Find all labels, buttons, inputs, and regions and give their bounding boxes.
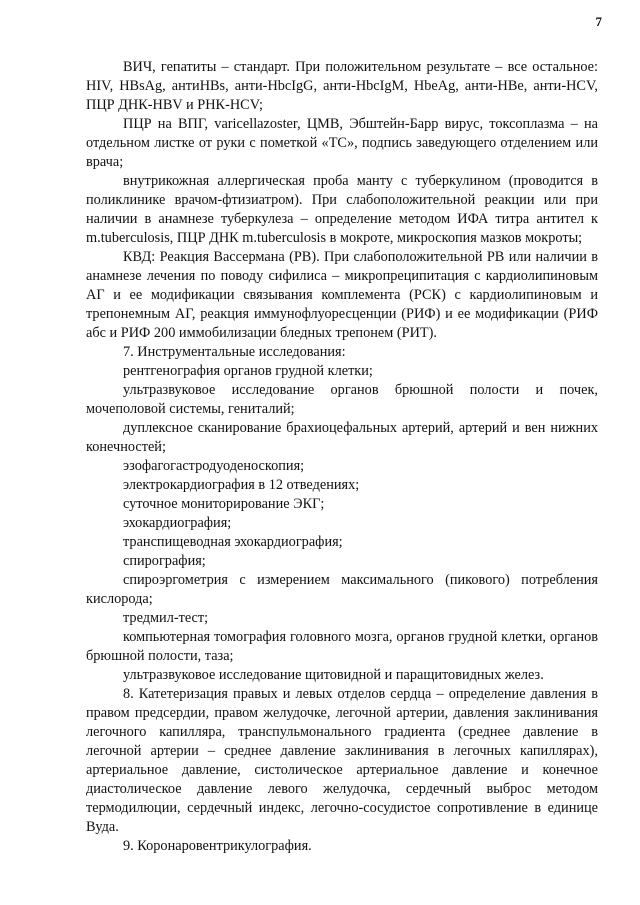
list-item: спирография; (123, 553, 206, 569)
list-item: эхокардиография; (123, 515, 232, 531)
section-coronary-ventriculography: 9. Коронаровентрикулография. (123, 838, 312, 854)
section-catheterization: 8. Катетеризация правых и левых отделов сердца – определение давления в правом предсердии, правом желудочке, легочной артерии, давления заклинивания легочного капилляра, транспульмонального градиента (среднее давление в легочной артерии – среднее давление заклинивания в легочных капиллярах), артериальное давление, систолическое артериальное давление и конечное диастолическое давление левого желудочка, сердечный выброс методом термодилюции, сердечный индекс, легочно-сосудистое сопротивление в единице Вуда. (86, 686, 598, 835)
list-item: тредмил-тест; (123, 610, 209, 626)
paragraph-mantoux: внутрикожная аллергическая проба манту с туберкулином (проводится в поликлинике врачом-фтизиатром). При слабоположительной реакции или при наличии в анамнезе туберкулеза – определение методом ИФА титра антител к m.tuberculosis, ПЦР ДНК m.tuberculosis в мокроте, микроскопия мазков мокроты; (86, 173, 598, 246)
list-item: электрокардиография в 12 отведениях; (123, 477, 360, 493)
list-item: эзофагогастродуоденоскопия; (123, 458, 305, 474)
paragraph-pcr: ПЦР на ВПГ, varicellazoster, ЦМВ, Эбштейн-Барр вирус, токсоплазма – на отдельном листке от руки с пометкой «ТС», подпись заведующего отделением или врача; (86, 116, 598, 170)
section-heading-instrumental: 7. Инструментальные исследования: (123, 344, 346, 360)
paragraph-hiv-hepatitis: ВИЧ, гепатиты – стандарт. При положительном результате – все остальное: HIV, HBsAg, антиHBs, анти-HbcIgG, анти-HbcIgM, HbeAg, анти-HBe, анти-HCV, ПЦР ДНК-HBV и РНК-HCV; (86, 59, 598, 113)
list-item: спироэргометрия с измерением максимального (пикового) потребления кислорода; (86, 572, 598, 607)
paragraph-kvd: КВД: Реакция Вассермана (РВ). При слабоположительной РВ или наличии в анамнезе лечения по поводу сифилиса – микропреципитация с кардиолипиновым АГ и ее модификации связывания комплемента (РСК) с кардиолипиновым и трепонемным АГ, реакция иммунофлуоресценции (РИФ) и ее модификации (РИФ абс и РИФ 200 иммобилизации бледных трепонем (РИТ). (86, 249, 598, 341)
page-body (86, 58, 598, 856)
list-item: рентгенография органов грудной клетки; (123, 363, 373, 379)
list-item: ультразвуковое исследование щитовидной и паращитовидных желез. (123, 667, 544, 683)
list-item: компьютерная томография головного мозга, органов грудной клетки, органов брюшной полости, таза; (86, 629, 598, 664)
page-number: 7 (595, 14, 602, 29)
list-item: транспищеводная эхокардиография; (123, 534, 343, 550)
list-item: суточное мониторирование ЭКГ; (123, 496, 325, 512)
list-item: дуплексное сканирование брахиоцефальных артерий, артерий и вен нижних конечностей; (86, 420, 598, 455)
list-item: ультразвуковое исследование органов брюшной полости и почек, мочеполовой системы, гениталий; (86, 382, 598, 417)
